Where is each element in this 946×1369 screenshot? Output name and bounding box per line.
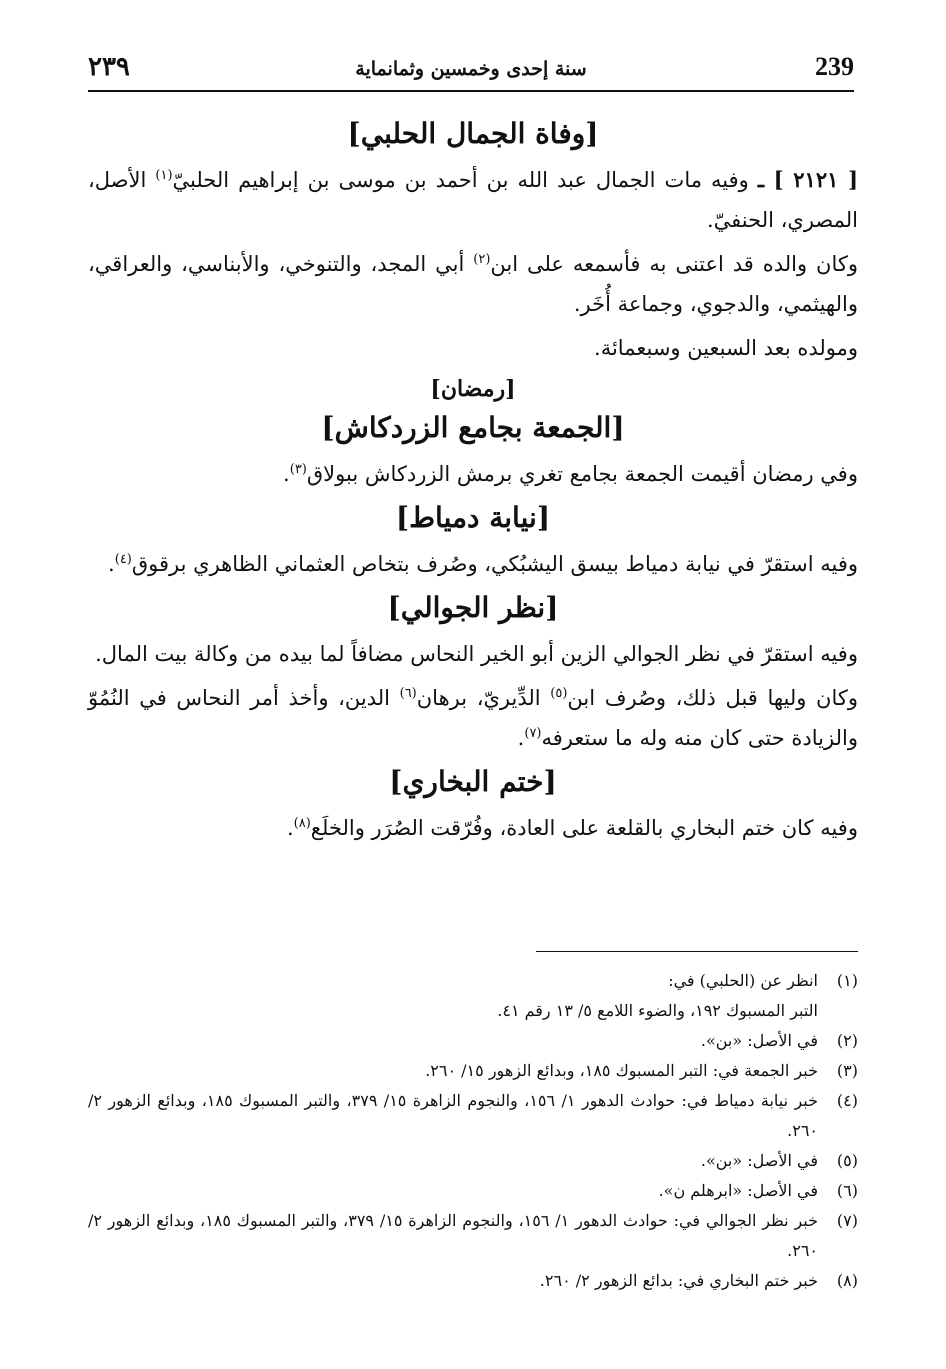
footnote-ref: (٦) bbox=[399, 686, 417, 701]
footnote-text bbox=[88, 1206, 818, 1266]
running-title: سنة إحدى وخمسين وثمانماية bbox=[355, 58, 587, 80]
paragraph-text: الدِّيريّ، برهان bbox=[416, 686, 551, 710]
footnote-ref: (٣) bbox=[289, 462, 307, 477]
footnote-item bbox=[88, 1056, 858, 1086]
main-text bbox=[88, 110, 858, 852]
footnote-item bbox=[88, 1266, 858, 1296]
footnote-line: في الأصل: «بن». bbox=[700, 1031, 818, 1050]
paragraph bbox=[88, 244, 858, 324]
section-heading: [وفاة الجمال الحلبي] bbox=[347, 117, 599, 150]
footnote-number: (٦) bbox=[836, 1181, 858, 1200]
footnote-ref: (١) bbox=[155, 168, 173, 183]
footnote-line: خبر نظر الجوالي في: حوادث الدهور ١/ ١٥٦، والنجوم الزاهرة ١٥/ ٣٧٩، والتبر المسبوك ١٨٥، وبدائع الزهور ٢/ ٢٦٠. bbox=[88, 1211, 818, 1260]
footnotes bbox=[88, 966, 858, 1296]
paragraph-text: وفيه استقرّ في نيابة دمياط بيسق اليشبُكي، وصُرف بتخاص العثماني الظاهري برقوق bbox=[131, 552, 858, 576]
paragraph-text: وفيه كان ختم البخاري بالقلعة على العادة، وفُرّقت الصُرَر والخلَع bbox=[310, 816, 858, 840]
paragraph-text: . bbox=[517, 726, 525, 750]
footnote-line: انظر عن (الحلبي) في: bbox=[668, 971, 818, 990]
footnote-number: (١) bbox=[836, 971, 858, 990]
paragraph bbox=[88, 544, 858, 584]
page-number-latin: 239 bbox=[815, 52, 854, 81]
footnote-number: (٨) bbox=[836, 1271, 858, 1290]
paragraph bbox=[88, 328, 858, 368]
footnote-item bbox=[88, 1086, 858, 1146]
footnote-line: خبر نيابة دمياط في: حوادث الدهور ١/ ١٥٦، والنجوم الزاهرة ١٥/ ٣٧٩، والتبر المسبوك ١٨٥، وبدائع الزهور ٢/ ٢٦٠. bbox=[88, 1091, 819, 1140]
footnote-number: (٥) bbox=[836, 1151, 858, 1170]
footnote-ref: (٤) bbox=[114, 552, 132, 567]
footnote-line: في الأصل: «بن». bbox=[700, 1151, 818, 1170]
paragraph bbox=[88, 634, 858, 674]
footnote-ref: (٥) bbox=[550, 686, 568, 701]
section-subheading: [رمضان] bbox=[430, 376, 516, 402]
entry-number: [ ٢١٢١ ] ـ bbox=[757, 167, 858, 192]
page-number-arabic: ٢٣٩ bbox=[88, 52, 130, 82]
paragraph-text: وفيه مات الجمال عبد الله بن أحمد بن موسى بن إبراهيم الحلبيّ bbox=[172, 168, 749, 192]
paragraph-text: . bbox=[283, 462, 290, 486]
footnote-item bbox=[88, 1026, 858, 1056]
footnote-text bbox=[88, 1146, 818, 1176]
footnote-number: (٤) bbox=[836, 1091, 858, 1110]
footnote-number: (٧) bbox=[836, 1211, 858, 1230]
footnote-line: في الأصل: «ابرهلم ن». bbox=[658, 1181, 818, 1200]
footnote-text bbox=[88, 966, 818, 1026]
paragraph-text: أبي المجد، والتنوخي، والأبناسي، والعراقي، والهيثمي، والدجوي، وجماعة أُخَر. bbox=[88, 252, 858, 316]
paragraph-text: وفي رمضان أقيمت الجمعة بجامع تغري برمش الزردكاش ببولاق bbox=[306, 462, 858, 486]
paragraph-text: . bbox=[108, 552, 115, 576]
footnote-line: خبر الجمعة في: التبر المسبوك ١٨٥، وبدائع الزهور ١٥/ ٢٦٠. bbox=[425, 1061, 818, 1080]
footnote-line: التبر المسبوك ١٩٢، والضوء اللامع ٥/ ١٣ رقم ٤١. bbox=[497, 1001, 818, 1020]
footnote-text bbox=[88, 1176, 818, 1206]
footnote-number: (٢) bbox=[836, 1031, 858, 1050]
footnote-line: خبر ختم البخاري في: بدائع الزهور ٢/ ٢٦٠. bbox=[539, 1271, 818, 1290]
paragraph-text: وكان والده قد اعتنى به فأسمعه على ابن bbox=[490, 252, 858, 276]
paragraph bbox=[88, 678, 858, 758]
section-heading: [الجمعة بجامع الزردكاش] bbox=[321, 411, 625, 444]
footnote-item bbox=[88, 1176, 858, 1206]
footnote-ref: (٨) bbox=[293, 816, 311, 831]
footnote-number: (٣) bbox=[836, 1061, 858, 1080]
paragraph-text: الدين، وأخذ أمر النحاس في النُمُوّ والزيادة حتى كان منه وله ما ستعرفه bbox=[88, 686, 858, 750]
footnote-divider bbox=[536, 951, 858, 952]
footnote-text bbox=[88, 1086, 818, 1146]
paragraph-text: وفيه استقرّ في نظر الجوالي الزين أبو الخير النحاس مضافاً لما بيده من وكالة بيت المال. bbox=[95, 642, 858, 666]
section-heading: [نيابة دمياط] bbox=[395, 501, 551, 534]
footnote-ref: (٧) bbox=[524, 726, 542, 741]
paragraph-text: . bbox=[286, 816, 294, 840]
paragraph-text: وكان وليها قبل ذلك، وصُرف ابن bbox=[567, 686, 859, 710]
footnote-text bbox=[88, 1056, 818, 1086]
paragraph-text: الأصل، المصري، الحنفيّ. bbox=[88, 168, 858, 232]
paragraph-text: ومولده بعد السبعين وسبعمائة. bbox=[594, 336, 858, 360]
footnote-ref: (٢) bbox=[473, 252, 491, 267]
footnote-item bbox=[88, 1146, 858, 1176]
page-header bbox=[88, 50, 854, 92]
footnote-text bbox=[88, 1026, 818, 1056]
section-heading: [نظر الجوالي] bbox=[387, 591, 559, 624]
footnote-text bbox=[88, 1266, 818, 1296]
paragraph bbox=[88, 454, 858, 494]
footnote-item bbox=[88, 966, 858, 1026]
footnote-item bbox=[88, 1206, 858, 1266]
section-heading: [ختم البخاري] bbox=[389, 765, 557, 798]
entry-paragraph bbox=[88, 160, 858, 240]
paragraph bbox=[88, 808, 858, 848]
